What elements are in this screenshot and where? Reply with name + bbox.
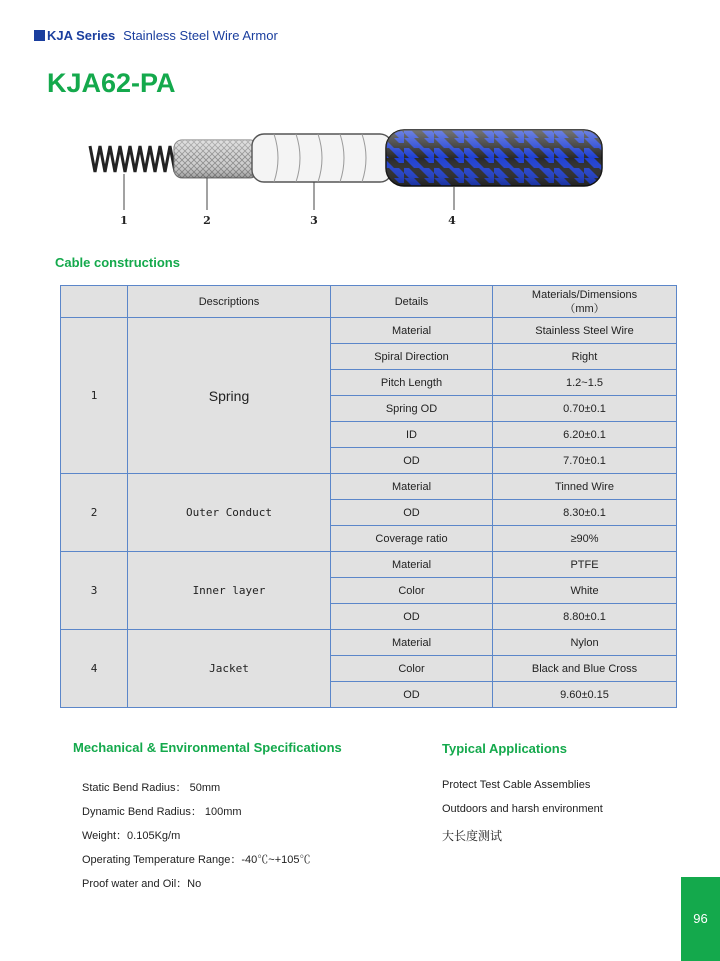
detail-cell: Material xyxy=(331,630,493,656)
value-cell: 1.2~1.5 xyxy=(493,370,677,396)
group-number: 3 xyxy=(61,552,128,630)
mechanical-list xyxy=(82,779,311,899)
cable-diagram xyxy=(74,118,614,238)
detail-cell: Coverage ratio xyxy=(331,526,493,552)
detail-cell: OD xyxy=(331,604,493,630)
table-row xyxy=(61,318,677,344)
group-description: Spring xyxy=(128,318,331,474)
header-cell-details: Details xyxy=(331,286,493,318)
detail-cell: Material xyxy=(331,552,493,578)
list-item: Protect Test Cable Assemblies xyxy=(442,779,591,791)
page-number: 96 xyxy=(681,877,720,961)
applications-heading: Typical Applications xyxy=(442,741,567,756)
list-item: Static Bend Radius： 50mm xyxy=(82,782,221,794)
detail-cell: OD xyxy=(331,500,493,526)
list-item: Proof water and Oil：No xyxy=(82,878,202,890)
value-cell: 0.70±0.1 xyxy=(493,396,677,422)
detail-cell: OD xyxy=(331,448,493,474)
group-number: 2 xyxy=(61,474,128,552)
mechanical-heading: Mechanical & Environmental Specifications xyxy=(73,740,342,755)
list-item: Dynamic Bend Radius： 100mm xyxy=(82,806,242,818)
detail-cell: OD xyxy=(331,682,493,708)
value-cell: 8.30±0.1 xyxy=(493,500,677,526)
table-row xyxy=(61,630,677,656)
value-cell: Right xyxy=(493,344,677,370)
value-cell: 7.70±0.1 xyxy=(493,448,677,474)
value-cell: Nylon xyxy=(493,630,677,656)
group-number: 4 xyxy=(61,630,128,708)
table-header-row xyxy=(61,286,677,318)
value-cell: White xyxy=(493,578,677,604)
detail-cell: Spiral Direction xyxy=(331,344,493,370)
series-name: KJA Series xyxy=(47,28,116,43)
list-item: Outdoors and harsh environment xyxy=(442,803,603,815)
list-item: 大长度测试 xyxy=(442,829,503,843)
product-title: KJA62-PA xyxy=(47,68,176,98)
detail-cell: Material xyxy=(331,318,493,344)
detail-cell: Spring OD xyxy=(331,396,493,422)
jacket-layer xyxy=(386,130,602,186)
detail-cell: Color xyxy=(331,656,493,682)
ptfe-layer xyxy=(252,134,392,182)
callout-label-2: 2 xyxy=(203,214,211,227)
value-cell: 6.20±0.1 xyxy=(493,422,677,448)
header-cell-num xyxy=(61,286,128,318)
value-cell: PTFE xyxy=(493,552,677,578)
group-description: Inner layer xyxy=(128,552,331,630)
applications-list xyxy=(442,779,603,851)
detail-cell: Pitch Length xyxy=(331,370,493,396)
series-header xyxy=(34,28,278,43)
series-subtitle: Stainless Steel Wire Armor xyxy=(123,28,278,43)
value-cell: 8.80±0.1 xyxy=(493,604,677,630)
callout-label-3: 3 xyxy=(310,214,318,227)
cable-constructions-heading: Cable constructions xyxy=(55,255,180,270)
detail-cell: Material xyxy=(331,474,493,500)
header-cell-descriptions: Descriptions xyxy=(128,286,331,318)
value-cell: Stainless Steel Wire xyxy=(493,318,677,344)
list-item: Weight：0.105Kg/m xyxy=(82,830,181,842)
square-bullet-icon xyxy=(34,30,45,41)
construction-table xyxy=(60,285,677,708)
value-cell: Tinned Wire xyxy=(493,474,677,500)
table-row xyxy=(61,552,677,578)
detail-cell: Color xyxy=(331,578,493,604)
header-cell-materials: Materials/Dimensions （mm） xyxy=(493,286,677,318)
callout-label-4: 4 xyxy=(448,214,456,227)
group-number: 1 xyxy=(61,318,128,474)
value-cell: Black and Blue Cross xyxy=(493,656,677,682)
table-row xyxy=(61,474,677,500)
group-description: Outer Conduct xyxy=(128,474,331,552)
list-item: Operating Temperature Range：-40℃~+105℃ xyxy=(82,854,311,866)
callout-label-1: 1 xyxy=(120,214,128,227)
group-description: Jacket xyxy=(128,630,331,708)
detail-cell: ID xyxy=(331,422,493,448)
value-cell: ≥90% xyxy=(493,526,677,552)
spring-layer xyxy=(90,146,180,172)
value-cell: 9.60±0.15 xyxy=(493,682,677,708)
braided-shield-layer xyxy=(174,140,258,178)
